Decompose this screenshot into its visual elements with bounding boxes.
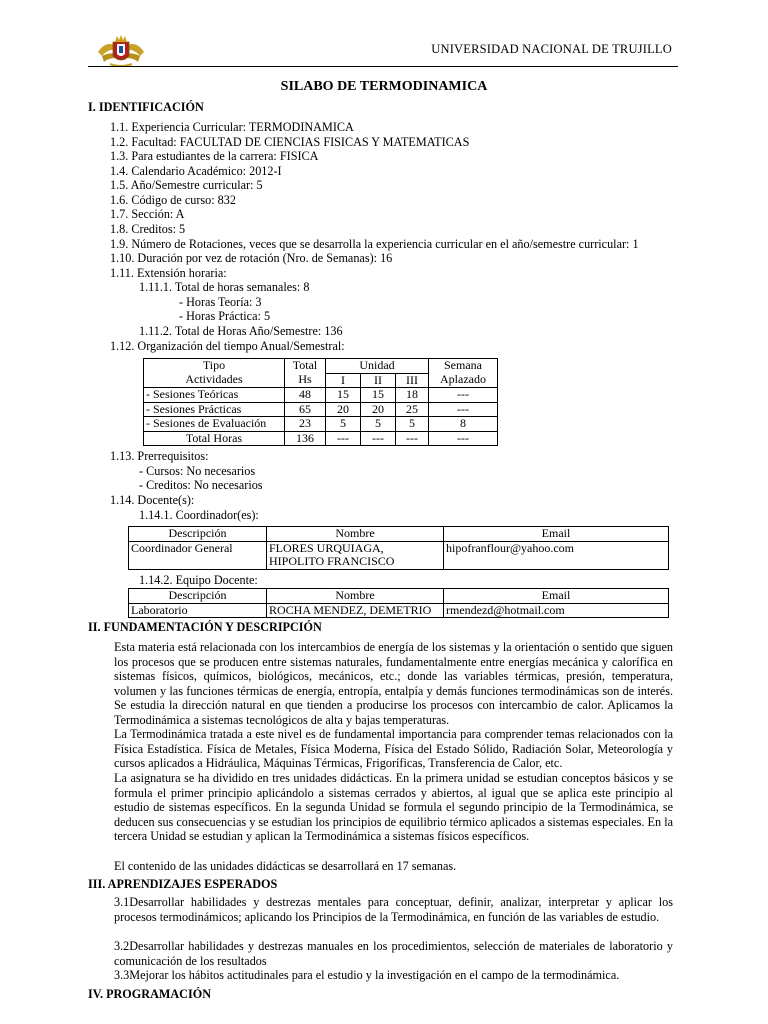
section-heading-programacion: IV. PROGRAMACIÓN bbox=[88, 987, 212, 1001]
table-header: Nombre bbox=[267, 589, 444, 604]
table-row: - Sesiones Teóricas 48 15 15 18 --- bbox=[144, 388, 498, 403]
paragraph: Esta materia está relacionada con los intercambios de energía de los sistemas y la orientación o sentido que siguen los procesos que se producen entre sistemas naturales, fundamentalmente entre energías mecánica y calorífica en sistemas físicos, químicos, biológicos, mecánicos, etc.; donde las variables térmicas, presión, temperatura, volumen y las funciones térmicas de energía, entropía, entalpía y demás funciones termodinámicas son de interés. Se estudia la dirección natural en que tienden a producirse los procesos con intercambio de calor. Aplicamos la Termodinámica a sistemas tecnológicos de alta y bajas temperaturas. bbox=[114, 640, 673, 727]
prereq-label: 1.13. Prerrequisitos: bbox=[110, 449, 209, 463]
prereq-cursos: - Cursos: No necesarios bbox=[139, 464, 256, 478]
hours-total-anual: 1.11.2. Total de Horas Año/Semestre: 136 bbox=[139, 324, 343, 338]
table-header: Descripción bbox=[129, 589, 267, 604]
table-header: Email bbox=[444, 589, 669, 604]
table-header: Tipo Actividades bbox=[144, 359, 285, 388]
table-header: Descripción bbox=[129, 527, 267, 542]
list-item: 1.11. Extensión horaria: bbox=[110, 266, 227, 280]
list-item: 1.9. Número de Rotaciones, veces que se desarrolla la experiencia curricular en el año/semestre curricular: 1 bbox=[110, 237, 639, 251]
document-title: SILABO DE TERMODINAMICA bbox=[280, 79, 488, 94]
table-header: III bbox=[396, 373, 429, 388]
equipo-label: 1.14.2. Equipo Docente: bbox=[139, 573, 258, 587]
table-header: Total Hs bbox=[285, 359, 326, 388]
list-item: 1.10. Duración por vez de rotación (Nro. de Semanas): 16 bbox=[110, 251, 393, 265]
table-header: Email bbox=[444, 527, 669, 542]
list-item: 1.2. Facultad: FACULTAD DE CIENCIAS FISICAS Y MATEMATICAS bbox=[110, 135, 470, 149]
paragraph: La Termodinámica tratada a este nivel es de fundamental importancia para comprender temas relacionados con la Física Estadística. Física de Metales, Física Moderna, Física del Estado Sólido, Radiación Solar, Meteorología y cursos aplicados a Hidráulica, Máquinas Térmicas, Frigoríficas, Transferencia de Calor, etc. bbox=[114, 727, 673, 771]
paragraph: La asignatura se ha dividido en tres unidades didácticas. En la primera unidad se estudian conceptos básicos y se formula el primer principio aplicándolo a sistemas cerrados y abiertos, al igual que se aplica este principio al estudio de sistemas específicos. En la segunda Unidad se formula el segundo principio de la Termodinámica, se deducen sus consecuencias y se estudian los principios de equilibrio térmico aplicados a sistemas especiales. En la tercera Unidad se estudian y aplican la Termodinámica a sistemas físicos específicos. bbox=[114, 771, 673, 844]
org-time-table bbox=[143, 358, 498, 446]
section-heading-aprendizajes: III. APRENDIZAJES ESPERADOS bbox=[88, 877, 278, 891]
table-row: Total Horas 136 --- --- --- --- bbox=[144, 431, 498, 446]
list-item: 1.8. Creditos: 5 bbox=[110, 222, 186, 236]
table-header: Nombre bbox=[267, 527, 444, 542]
list-item: 1.3. Para estudiantes de la carrera: FISICA bbox=[110, 149, 319, 163]
header-rule bbox=[88, 66, 678, 67]
table-row: - Sesiones Prácticas 65 20 20 25 --- bbox=[144, 402, 498, 417]
list-item: 1.5. Año/Semestre curricular: 5 bbox=[110, 178, 263, 192]
hours-practica: - Horas Práctica: 5 bbox=[179, 309, 271, 323]
prereq-creditos: - Creditos: No necesarios bbox=[139, 478, 263, 492]
list-item: 1.6. Código de curso: 832 bbox=[110, 193, 236, 207]
list-item: 3.2Desarrollar habilidades y destrezas manuales en los procedimientos, selección de materiales de laboratorio y comunicación de los resultados bbox=[114, 939, 673, 968]
list-item: 3.1Desarrollar habilidades y destrezas mentales para conceptuar, definir, analizar, interpretar y aplicar los procesos termodinámicos; aplicando los Principios de la Termodinámica, en función de las variables de estudio. bbox=[114, 895, 673, 924]
coordinator-table bbox=[128, 526, 669, 570]
hours-total-semanales: 1.11.1. Total de horas semanales: 8 bbox=[139, 280, 310, 294]
list-item: 1.4. Calendario Académico: 2012-I bbox=[110, 164, 282, 178]
list-item: 3.3Mejorar los hábitos actitudinales para el estudio y la investigación en el campo de la termodinámica. bbox=[114, 968, 620, 982]
section-heading-identificacion: I. IDENTIFICACIÓN bbox=[88, 100, 204, 114]
table-header: I bbox=[326, 373, 361, 388]
table-row: Laboratorio ROCHA MENDEZ, DEMETRIO rmendezd@hotmail.com bbox=[129, 603, 669, 618]
table-header: Semana Aplazado bbox=[429, 359, 498, 388]
university-name: UNIVERSIDAD NACIONAL DE TRUJILLO bbox=[431, 42, 672, 56]
org-label: 1.12. Organización del tiempo Anual/Semestral: bbox=[110, 339, 345, 353]
table-row: Coordinador General FLORES URQUIAGA, HIPOLITO FRANCISCO hipofranflour@yahoo.com bbox=[129, 541, 669, 569]
list-item: 1.1. Experiencia Curricular: TERMODINAMICA bbox=[110, 120, 354, 134]
university-logo bbox=[96, 30, 146, 70]
table-header: Unidad bbox=[326, 359, 429, 374]
coord-label: 1.14.1. Coordinador(es): bbox=[139, 508, 259, 522]
table-header: II bbox=[361, 373, 396, 388]
table-row: - Sesiones de Evaluación 23 5 5 5 8 bbox=[144, 417, 498, 432]
team-table bbox=[128, 588, 669, 618]
section-heading-fundamentacion: II. FUNDAMENTACIÓN Y DESCRIPCIÓN bbox=[88, 620, 322, 634]
hours-teoria: - Horas Teoría: 3 bbox=[179, 295, 262, 309]
docentes-label: 1.14. Docente(s): bbox=[110, 493, 195, 507]
list-item: 1.7. Sección: A bbox=[110, 207, 185, 221]
paragraph: El contenido de las unidades didácticas se desarrollará en 17 semanas. bbox=[114, 859, 457, 873]
